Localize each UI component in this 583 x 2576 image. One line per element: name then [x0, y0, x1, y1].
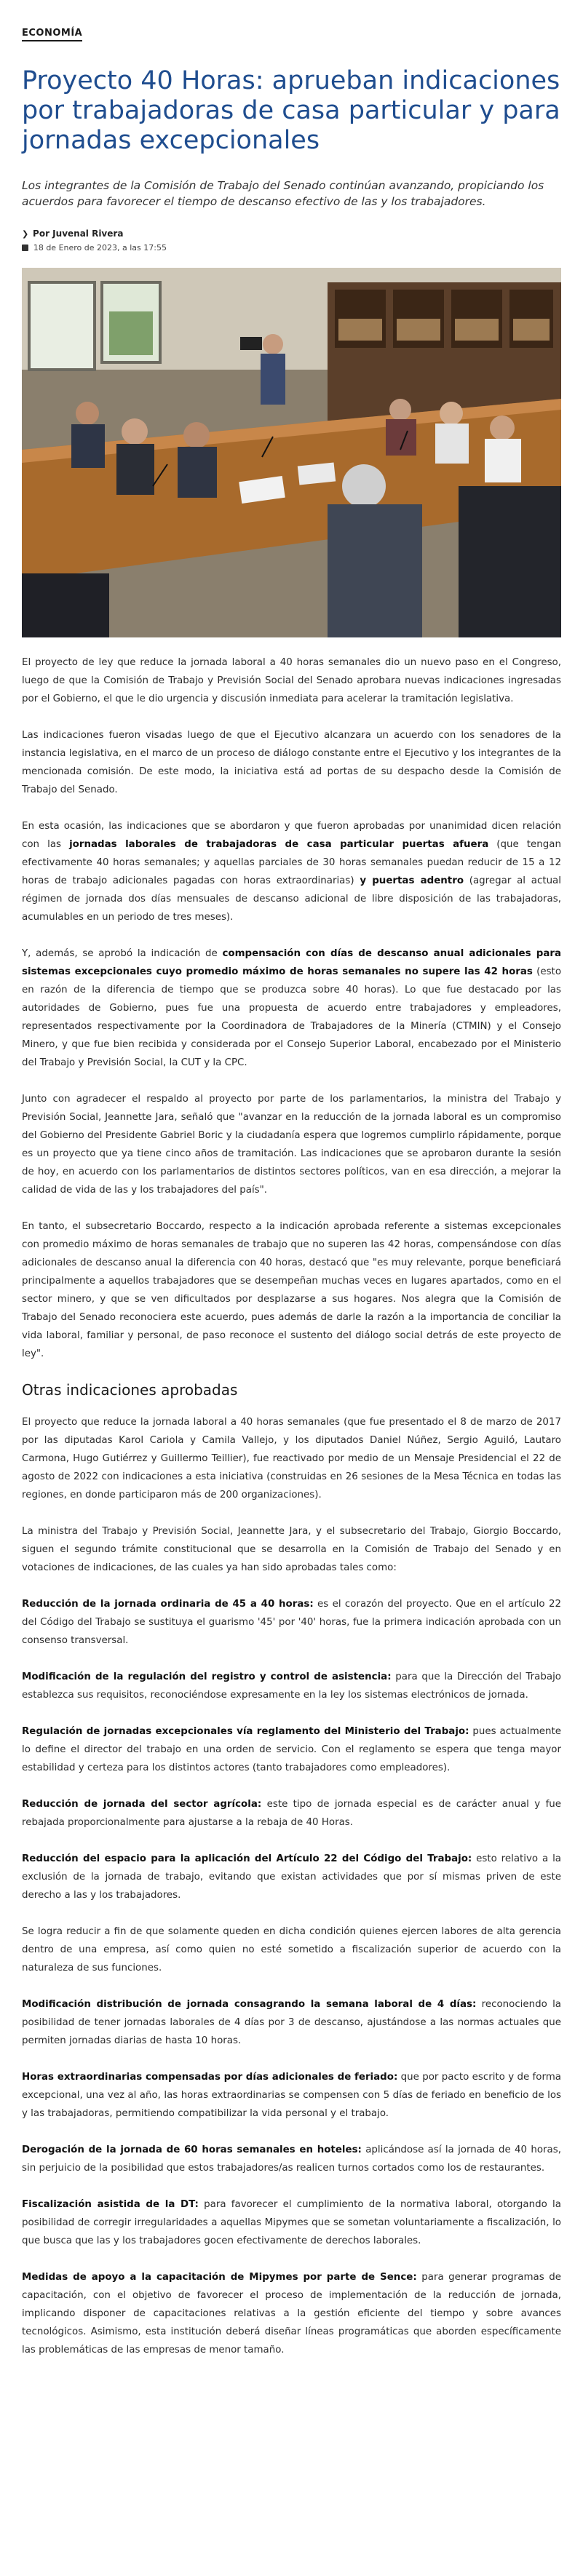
paragraph: El proyecto que reduce la jornada laboral a 40 horas semanales (que fue presentado el 8 de marzo de 2017 por las diputadas Karol Cariola y Camila Vallejo, y los diputados Daniel Núñez, Sergio Aguiló, Lautaro Carmona, Hugo Gutiérrez y Guillermo Teillier), fue reactivado por medio de un Mensaje Presidencial el 22 de agosto de 2022 con indicaciones a esta iniciativa (construidas en 26 sesiones de la Mesa Técnica en todas las regiones, en donde participaron más de 200 organizaciones). [22, 1417, 561, 1500]
indication-item: Reducción de la jornada ordinaria de 45 a 40 horas: es el corazón del proyecto. Que en el artículo 22 del Código del Trabajo se sustituya el guarismo '45' por '40' horas, fue la primera indicación aprobada con un consenso transversal. [22, 1599, 561, 1646]
indication-item: Medidas de apoyo a la capacitación de Mipymes por parte de Sence: para generar programas de capacitación, con el objetivo de favorecer el proceso de implementación de la reducción de jornada, implicando disponer de capacitaciones relativas a la gestión eficiente del tiempo y sobre avances tecnológicos. Asimismo, esta institución deberá diseñar líneas programáticas que aborden específicamente las problemáticas de las empresas de menor tamaño. [22, 2272, 562, 2356]
paragraph: Y, además, se aprobó la indicación de compensación con días de descanso anual adicionales para sistemas excepcionales cuyo promedio máximo de horas semanales no supere las 42 horas (esto en razón de la diferencia de tiempo que se produzca sobre 40 horas). Lo que fue destacado por las autoridades de Gobierno, pues fue una propuesta de acuerdo entre trabajadores y empleadores, representados respectivamente por la Coordinadora de Trabajadores de la Minería (CTMIN) y el Consejo Minero, y que fue bien recibida y considerada por el Consejo Superior Laboral, encabezado por el Ministerio del Trabajo y Previsión Social, la CUT y la CPC. [22, 948, 562, 1068]
paragraph: Se logra reducir a fin de que solamente queden en dicha condición quienes ejercen labores de alta gerencia dentro de una empresa, así como quien no esté sometido a fiscalización superior de acuerdo con la naturaleza de sus funciones. [22, 1926, 561, 1973]
indication-item: Modificación de la regulación del registro y control de asistencia: para que la Dirección del Trabajo establezca sus requisitos, reconociéndose expresamente en la ley los sistemas electrónicos de jornada. [22, 1671, 562, 1701]
indication-item: Regulación de jornadas excepcionales vía reglamento del Ministerio del Trabajo: pues actualmente lo define el director del trabajo en una orden de servicio. Con el reglamento se espera que tenga mayor estabilidad y certeza para los distintos actores (tanto trabajadores como empleadores). [22, 1726, 561, 1773]
paragraph: En tanto, el subsecretario Boccardo, respecto a la indicación aprobada referente a sistemas excepcionales con promedio máximo de horas semanales de trabajo que no superen las 42 horas, compensándose con días adicionales de descanso anual la diferencia con 40 horas, destacó que "es muy relevante, porque beneficiará principalmente a aquellos trabajadores que se desempeñan muchas veces en lugares apartados, como en el sector minero, y que se ven dificultados por desplazarse a sus hogares. Nos alegra que la Comisión de Trabajo del Senado reconociera este acuerdo, pues además de darle la razón a la importancia de conciliar la vida laboral, familiar y personal, de paso reconoce el sustento del diálogo social detrás de este proyecto de ley". [22, 1221, 561, 1359]
article-title: Proyecto 40 Horas: aprueban indicaciones por trabajadoras de casa particular y para jornadas excepcionales [22, 66, 560, 155]
author-name[interactable]: Por Juvenal Rivera [33, 228, 124, 239]
article-lead: Los integrantes de la Comisión de Trabajo del Senado continúan avanzando, propiciando los acuerdos para favorecer el tiempo de descanso efectivo de las y los trabajadores. [22, 179, 544, 208]
byline [22, 227, 561, 255]
indication-item: Fiscalización asistida de la DT: para favorecer el cumplimiento de la normativa laboral, otorgando la posibilidad de corregir irregularidades a aquellas Mipymes que se sometan voluntariamente a fiscalización, lo que busca que las y los trabajadores gocen efectivamente de derechos laborales. [22, 2199, 561, 2246]
indication-item: Horas extraordinarias compensadas por días adicionales de feriado: que por pacto escrito y de forma excepcional, una vez al año, las horas extraordinarias se compensen con 5 días de feriado en beneficio de los y las trabajadoras, permitiendo compatibilizar la vida personal y el trabajo. [22, 2072, 561, 2119]
article-body [22, 653, 561, 2359]
publish-date: 18 de Enero de 2023, a las 17:55 [33, 243, 167, 253]
calendar-icon [22, 245, 28, 251]
indication-item: Reducción del espacio para la aplicación del Artículo 22 del Código del Trabajo: esto relativo a la exclusión de la jornada de trabajo, evitando que existan actividades que por sí mismas priven de este derecho a las y los trabajadores. [22, 1853, 561, 1901]
paragraph: Las indicaciones fueron visadas luego de que el Ejecutivo alcanzara un acuerdo con los senadores de la instancia legislativa, en el marco de un proceso de diálogo constante entre el Ejecutivo y los integrantes de la mencionada comisión. De este modo, la iniciativa está ad portas de su despacho desde la Comisión de Trabajo del Senado. [22, 730, 561, 795]
paragraph: La ministra del Trabajo y Previsión Social, Jeannette Jara, y el subsecretario del Trabajo, Giorgio Boccardo, siguen el segundo trámite constitucional que se desarrolla en la Comisión de Trabajo del Senado y en votaciones de indicaciones, de las cuales ya han sido aprobadas tales como: [22, 1526, 561, 1573]
chevron-right-icon: ❯ [22, 229, 29, 239]
paragraph: El proyecto de ley que reduce la jornada laboral a 40 horas semanales dio un nuevo paso en el Congreso, luego de que la Comisión de Trabajo y Previsión Social del Senado aprobara nuevas indicaciones ingresadas por el Gobierno, el que le dio urgencia y discusión inmediata para acelerar la tramitación legislativa. [22, 657, 561, 704]
paragraph: En esta ocasión, las indicaciones que se abordaron y que fueron aprobadas por unanimidad dicen relación con las jornadas laborales de trabajadoras de casa particular puertas afuera (que tengan efectivamente 40 horas semanales; y aquellas parciales de 30 horas semanales puedan reducir de 15 a 12 horas de trabajo adicionales pagadas con horas extraordinarias) y puertas adentro (agregar al actual régimen de jornada dos días mensuales de descanso adicional de libre disposición de las trabajadoras, acumulables en un periodo de tres meses). [22, 821, 561, 923]
indication-item: Modificación distribución de jornada consagrando la semana laboral de 4 días: reconociendo la posibilidad de tener jornadas laborales de 4 días por 3 de descanso, ajustándose a las normas actuales que permiten jornadas diarias de hasta 10 horas. [22, 1999, 561, 2046]
section-label[interactable]: ECONOMÍA [22, 28, 82, 41]
article-photo [22, 268, 561, 637]
paragraph: Junto con agradecer el respaldo al proyecto por parte de los parlamentarios, la ministra del Trabajo y Previsión Social, Jeannette Jara, señaló que "avanzar en la reducción de la jornada laboral es un compromiso del Gobierno del Presidente Gabriel Boric y la ciudadanía espera que logremos cumplirlo rápidamente, porque es un proyecto que ya tiene cinco años de tramitación. Las indicaciones que se aprobaron durante la sesión de hoy, en acuerdo con los parlamentarios de distintos sectores políticos, van en esa dirección, a mejorar la calidad de vida de las y los trabajadores del país". [22, 1094, 561, 1196]
indication-item: Derogación de la jornada de 60 horas semanales en hoteles: aplicándose así la jornada de 40 horas, sin perjuicio de la posibilidad que estos trabajadores/as realicen turnos cortados como los de restaurantes. [22, 2144, 561, 2174]
indication-item: Reducción de jornada del sector agrícola: este tipo de jornada especial es de carácter anual y fue rebajada proporcionalmente para ajustarse a la rebaja de 40 Horas. [22, 1799, 562, 1828]
section-subheading: Otras indicaciones aprobadas [22, 1381, 238, 1399]
